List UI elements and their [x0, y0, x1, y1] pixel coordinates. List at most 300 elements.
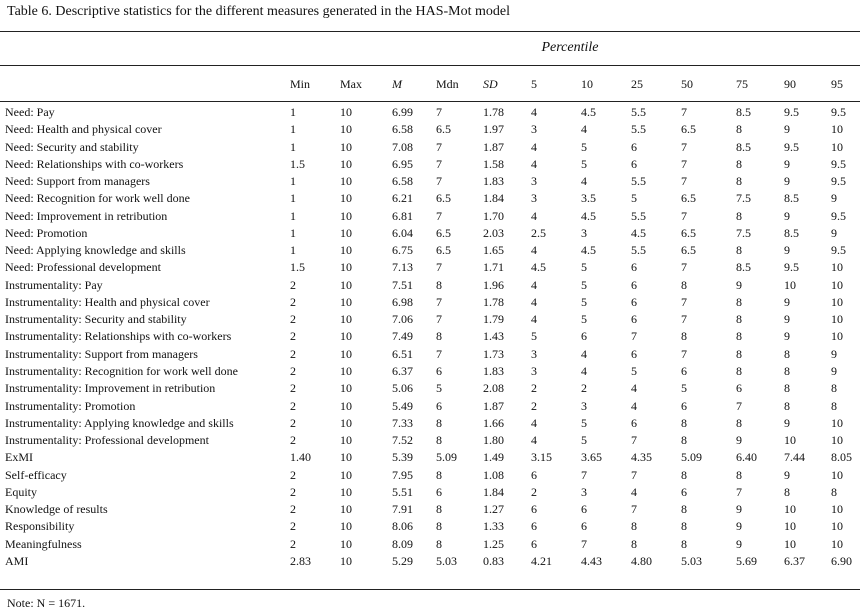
cell-min: 2	[290, 329, 296, 344]
cell-mdn: 5	[436, 381, 442, 396]
cell-m: 6.04	[392, 225, 413, 240]
cell-sd: 1.70	[483, 208, 504, 223]
cell-max: 10	[340, 156, 352, 171]
cell-95: 10	[831, 122, 843, 137]
cell-sd: 1.43	[483, 329, 504, 344]
cell-95: 9.5	[831, 208, 846, 223]
cell-sd: 1.78	[483, 105, 504, 119]
cell-50: 8	[681, 536, 687, 551]
cell-50: 7	[681, 174, 687, 189]
cell-10: 3.5	[581, 191, 596, 206]
cell-min: 2.83	[290, 553, 311, 568]
cell-max: 10	[340, 277, 352, 292]
cell-90: 8	[784, 346, 790, 361]
cell-sd: 1.83	[483, 174, 504, 189]
cell-sd: 1.49	[483, 450, 504, 465]
table-row	[0, 467, 860, 484]
cell-50: 8	[681, 433, 687, 448]
cell-95: 10	[831, 139, 843, 154]
cell-25: 7	[631, 329, 637, 344]
column-header-mean: M	[392, 77, 402, 91]
cell-90: 8	[784, 484, 790, 499]
cell-min: 1	[290, 122, 296, 137]
cell-90: 9	[784, 122, 790, 137]
row-label: Instrumentality: Relationships with co-workers	[5, 329, 232, 344]
cell-5: 3	[531, 122, 537, 137]
cell-max: 10	[340, 450, 352, 465]
cell-max: 10	[340, 433, 352, 448]
cell-5: 3	[531, 363, 537, 378]
cell-75: 8	[736, 294, 742, 309]
cell-mdn: 8	[436, 519, 442, 534]
cell-25: 5.5	[631, 243, 646, 258]
cell-75: 8	[736, 208, 742, 223]
cell-m: 5.29	[392, 553, 413, 568]
cell-50: 6	[681, 484, 687, 499]
row-label: Instrumentality: Improvement in retribution	[5, 381, 216, 396]
cell-min: 2	[290, 415, 296, 430]
cell-min: 1.5	[290, 156, 305, 171]
cell-5: 4	[531, 243, 537, 258]
cell-sd: 2.03	[483, 225, 504, 240]
cell-mdn: 8	[436, 433, 442, 448]
cell-95: 8	[831, 381, 837, 396]
row-label: Need: Support from managers	[5, 174, 150, 189]
row-label: Instrumentality: Applying knowledge and skills	[5, 415, 234, 430]
cell-max: 10	[340, 294, 352, 309]
cell-5: 3	[531, 174, 537, 189]
table-row	[0, 190, 860, 207]
table-body	[0, 94, 860, 570]
cell-min: 2	[290, 346, 296, 361]
row-label: Need: Pay	[5, 105, 55, 119]
cell-mdn: 6	[436, 484, 442, 499]
cell-95: 8	[831, 484, 837, 499]
cell-m: 5.49	[392, 398, 413, 413]
cell-90: 8.5	[784, 191, 799, 206]
table-row	[0, 139, 860, 156]
header-gap	[0, 94, 860, 104]
table-row	[0, 380, 860, 397]
cell-sd: 1.97	[483, 122, 504, 137]
cell-max: 10	[340, 519, 352, 534]
cell-75: 8	[736, 312, 742, 327]
row-label: Instrumentality: Promotion	[5, 398, 136, 413]
cell-25: 4.35	[631, 450, 652, 465]
cell-sd: 1.87	[483, 398, 504, 413]
table-row	[0, 173, 860, 190]
row-label: Need: Relationships with co-workers	[5, 156, 184, 171]
cell-50: 7	[681, 260, 687, 275]
cell-50: 8	[681, 415, 687, 430]
cell-min: 1	[290, 139, 296, 154]
cell-min: 1	[290, 225, 296, 240]
cell-mdn: 6	[436, 363, 442, 378]
cell-m: 6.58	[392, 174, 413, 189]
cell-5: 4.5	[531, 260, 546, 275]
cell-sd: 1.71	[483, 260, 504, 275]
cell-95: 10	[831, 536, 843, 551]
cell-5: 4	[531, 312, 537, 327]
cell-90: 8	[784, 363, 790, 378]
cell-5: 4	[531, 415, 537, 430]
cell-50: 8	[681, 277, 687, 292]
cell-max: 10	[340, 191, 352, 206]
cell-min: 1	[290, 105, 296, 119]
cell-max: 10	[340, 243, 352, 258]
cell-50: 6.5	[681, 243, 696, 258]
cell-mdn: 8	[436, 536, 442, 551]
cell-sd: 1.73	[483, 346, 504, 361]
cell-sd: 1.87	[483, 139, 504, 154]
column-header-p25: 25	[631, 77, 643, 91]
cell-max: 10	[340, 484, 352, 499]
cell-25: 4	[631, 484, 637, 499]
cell-m: 6.21	[392, 191, 413, 206]
table-row	[0, 259, 860, 276]
cell-50: 7	[681, 105, 687, 119]
cell-25: 6	[631, 156, 637, 171]
cell-m: 6.58	[392, 122, 413, 137]
cell-sd: 1.78	[483, 294, 504, 309]
cell-sd: 1.66	[483, 415, 504, 430]
cell-5: 4	[531, 277, 537, 292]
cell-m: 7.91	[392, 502, 413, 517]
cell-95: 10	[831, 294, 843, 309]
cell-max: 10	[340, 105, 352, 119]
cell-min: 2	[290, 398, 296, 413]
cell-90: 9	[784, 312, 790, 327]
cell-90: 10	[784, 536, 796, 551]
cell-95: 10	[831, 312, 843, 327]
cell-75: 8.5	[736, 139, 751, 154]
cell-max: 10	[340, 139, 352, 154]
cell-sd: 1.27	[483, 502, 504, 517]
cell-75: 8	[736, 363, 742, 378]
cell-75: 9	[736, 277, 742, 292]
cell-90: 9	[784, 415, 790, 430]
row-label: Instrumentality: Pay	[5, 277, 103, 292]
percentile-underline-rule	[0, 65, 860, 66]
cell-95: 10	[831, 329, 843, 344]
cell-50: 8	[681, 467, 687, 482]
row-label: Instrumentality: Professional development	[5, 433, 209, 448]
cell-25: 4.5	[631, 225, 646, 240]
cell-min: 1.40	[290, 450, 311, 465]
column-header-p5: 5	[531, 77, 537, 91]
cell-95: 10	[831, 519, 843, 534]
cell-mdn: 8	[436, 415, 442, 430]
cell-max: 10	[340, 415, 352, 430]
column-header-measure	[0, 74, 290, 94]
cell-75: 6	[736, 381, 742, 396]
cell-min: 1	[290, 174, 296, 189]
cell-m: 6.95	[392, 156, 413, 171]
cell-10: 4	[581, 363, 587, 378]
cell-m: 7.51	[392, 277, 413, 292]
cell-max: 10	[340, 346, 352, 361]
cell-95: 10	[831, 415, 843, 430]
cell-10: 5	[581, 139, 587, 154]
table-row	[0, 242, 860, 259]
cell-mdn: 8	[436, 277, 442, 292]
cell-25: 5.5	[631, 105, 646, 119]
cell-sd: 1.33	[483, 519, 504, 534]
cell-5: 3.15	[531, 450, 552, 465]
cell-90: 10	[784, 502, 796, 517]
cell-min: 2	[290, 484, 296, 499]
cell-95: 9.5	[831, 156, 846, 171]
table-bottom-rule	[0, 589, 860, 590]
cell-sd: 1.84	[483, 484, 504, 499]
row-label: Instrumentality: Recognition for work well done	[5, 363, 238, 378]
cell-5: 4	[531, 156, 537, 171]
cell-10: 7	[581, 467, 587, 482]
cell-90: 10	[784, 519, 796, 534]
cell-95: 10	[831, 277, 843, 292]
row-label: Instrumentality: Security and stability	[5, 312, 187, 327]
row-label: AMI	[5, 553, 29, 568]
column-header-p90: 90	[784, 77, 796, 91]
cell-m: 7.08	[392, 139, 413, 154]
cell-90: 8	[784, 381, 790, 396]
cell-10: 5	[581, 433, 587, 448]
cell-90: 9	[784, 174, 790, 189]
cell-max: 10	[340, 502, 352, 517]
cell-75: 8	[736, 329, 742, 344]
cell-10: 4.5	[581, 243, 596, 258]
cell-75: 7.5	[736, 225, 751, 240]
cell-10: 4	[581, 122, 587, 137]
cell-95: 9	[831, 191, 837, 206]
cell-25: 6	[631, 312, 637, 327]
cell-75: 9	[736, 502, 742, 517]
cell-75: 8	[736, 122, 742, 137]
row-label: Need: Promotion	[5, 225, 88, 240]
cell-10: 4.5	[581, 105, 596, 119]
cell-mdn: 7	[436, 346, 442, 361]
cell-50: 7	[681, 139, 687, 154]
cell-5: 2	[531, 484, 537, 499]
cell-sd: 1.58	[483, 156, 504, 171]
table-row	[0, 553, 860, 570]
column-header-median: Mdn	[436, 77, 459, 91]
cell-sd: 1.96	[483, 277, 504, 292]
cell-50: 6.5	[681, 225, 696, 240]
cell-90: 8	[784, 398, 790, 413]
cell-mdn: 7	[436, 174, 442, 189]
cell-mdn: 7	[436, 156, 442, 171]
cell-5: 6	[531, 502, 537, 517]
cell-25: 7	[631, 433, 637, 448]
row-label: Need: Health and physical cover	[5, 122, 162, 137]
cell-5: 5	[531, 329, 537, 344]
cell-90: 8.5	[784, 225, 799, 240]
cell-mdn: 7	[436, 139, 442, 154]
cell-25: 5.5	[631, 174, 646, 189]
cell-5: 4.21	[531, 553, 552, 568]
cell-max: 10	[340, 536, 352, 551]
cell-50: 8	[681, 519, 687, 534]
cell-min: 2	[290, 363, 296, 378]
table-row	[0, 156, 860, 173]
cell-10: 5	[581, 294, 587, 309]
cell-75: 8.5	[736, 260, 751, 275]
cell-25: 8	[631, 519, 637, 534]
cell-min: 2	[290, 502, 296, 517]
cell-max: 10	[340, 329, 352, 344]
cell-90: 9	[784, 156, 790, 171]
row-label: Equity	[5, 484, 37, 499]
cell-10: 5	[581, 415, 587, 430]
row-label: Instrumentality: Support from managers	[5, 346, 198, 361]
cell-25: 4.80	[631, 553, 652, 568]
cell-5: 6	[531, 519, 537, 534]
cell-25: 7	[631, 502, 637, 517]
cell-m: 7.06	[392, 312, 413, 327]
row-label: Meaningfulness	[5, 536, 82, 551]
cell-mdn: 8	[436, 467, 442, 482]
cell-75: 7	[736, 484, 742, 499]
cell-5: 6	[531, 467, 537, 482]
cell-90: 9	[784, 208, 790, 223]
row-label: Instrumentality: Health and physical cover	[5, 294, 210, 309]
cell-10: 5	[581, 260, 587, 275]
cell-95: 9	[831, 346, 837, 361]
cell-50: 8	[681, 502, 687, 517]
cell-50: 6.5	[681, 191, 696, 206]
cell-10: 3	[581, 398, 587, 413]
cell-mdn: 8	[436, 502, 442, 517]
cell-50: 6	[681, 398, 687, 413]
cell-25: 5	[631, 191, 637, 206]
cell-max: 10	[340, 225, 352, 240]
cell-75: 8	[736, 243, 742, 258]
cell-50: 7	[681, 208, 687, 223]
table-row	[0, 328, 860, 345]
cell-25: 6	[631, 139, 637, 154]
cell-90: 10	[784, 277, 796, 292]
cell-max: 10	[340, 174, 352, 189]
cell-25: 6	[631, 294, 637, 309]
cell-10: 3	[581, 225, 587, 240]
cell-25: 7	[631, 467, 637, 482]
cell-25: 6	[631, 415, 637, 430]
cell-95: 10	[831, 502, 843, 517]
cell-10: 6	[581, 502, 587, 517]
cell-m: 7.95	[392, 467, 413, 482]
cell-25: 5.5	[631, 122, 646, 137]
cell-95: 9.5	[831, 174, 846, 189]
cell-25: 6	[631, 346, 637, 361]
cell-max: 10	[340, 398, 352, 413]
table-note: Note: N = 1671.	[7, 596, 86, 610]
cell-max: 10	[340, 467, 352, 482]
cell-50: 7	[681, 312, 687, 327]
cell-min: 2	[290, 312, 296, 327]
cell-90: 9.5	[784, 260, 799, 275]
cell-50: 5.03	[681, 553, 702, 568]
cell-25: 6	[631, 260, 637, 275]
cell-95: 8.05	[831, 450, 852, 465]
table-row	[0, 277, 860, 294]
cell-95: 9	[831, 363, 837, 378]
cell-90: 9	[784, 294, 790, 309]
cell-m: 7.49	[392, 329, 413, 344]
cell-m: 5.39	[392, 450, 413, 465]
cell-5: 4	[531, 433, 537, 448]
cell-5: 4	[531, 294, 537, 309]
cell-10: 5	[581, 156, 587, 171]
column-header-min: Min	[290, 77, 311, 91]
cell-5: 6	[531, 536, 537, 551]
cell-10: 3.65	[581, 450, 602, 465]
table-row	[0, 449, 860, 466]
cell-mdn: 7	[436, 105, 442, 119]
cell-sd: 1.08	[483, 467, 504, 482]
cell-min: 2	[290, 519, 296, 534]
cell-75: 8.5	[736, 105, 751, 119]
cell-75: 8	[736, 415, 742, 430]
cell-25: 6	[631, 277, 637, 292]
cell-max: 10	[340, 208, 352, 223]
cell-90: 9.5	[784, 139, 799, 154]
cell-sd: 1.79	[483, 312, 504, 327]
cell-5: 4	[531, 139, 537, 154]
cell-10: 5	[581, 277, 587, 292]
cell-min: 1	[290, 243, 296, 258]
row-label: Knowledge of results	[5, 502, 108, 517]
cell-5: 2	[531, 398, 537, 413]
cell-75: 7	[736, 398, 742, 413]
cell-min: 1.5	[290, 260, 305, 275]
cell-min: 2	[290, 536, 296, 551]
column-header-p75: 75	[736, 77, 748, 91]
cell-m: 6.75	[392, 243, 413, 258]
table-row	[0, 225, 860, 242]
cell-sd: 1.83	[483, 363, 504, 378]
cell-max: 10	[340, 260, 352, 275]
cell-max: 10	[340, 381, 352, 396]
cell-m: 5.51	[392, 484, 413, 499]
cell-m: 8.09	[392, 536, 413, 551]
cell-10: 7	[581, 536, 587, 551]
cell-5: 4	[531, 208, 537, 223]
cell-mdn: 7	[436, 260, 442, 275]
cell-25: 5	[631, 363, 637, 378]
cell-10: 2	[581, 381, 587, 396]
cell-max: 10	[340, 553, 352, 568]
cell-m: 8.06	[392, 519, 413, 534]
cell-95: 8	[831, 398, 837, 413]
cell-50: 7	[681, 346, 687, 361]
cell-10: 4	[581, 174, 587, 189]
column-header-max: Max	[340, 77, 362, 91]
cell-sd: 1.84	[483, 191, 504, 206]
cell-10: 6	[581, 329, 587, 344]
cell-95: 9	[831, 225, 837, 240]
cell-m: 6.51	[392, 346, 413, 361]
cell-mdn: 5.09	[436, 450, 457, 465]
cell-m: 7.13	[392, 260, 413, 275]
table-row	[0, 484, 860, 501]
table-row	[0, 294, 860, 311]
cell-mdn: 6.5	[436, 122, 451, 137]
cell-50: 7	[681, 294, 687, 309]
cell-mdn: 6	[436, 398, 442, 413]
cell-m: 6.99	[392, 105, 413, 119]
table-row	[0, 501, 860, 518]
